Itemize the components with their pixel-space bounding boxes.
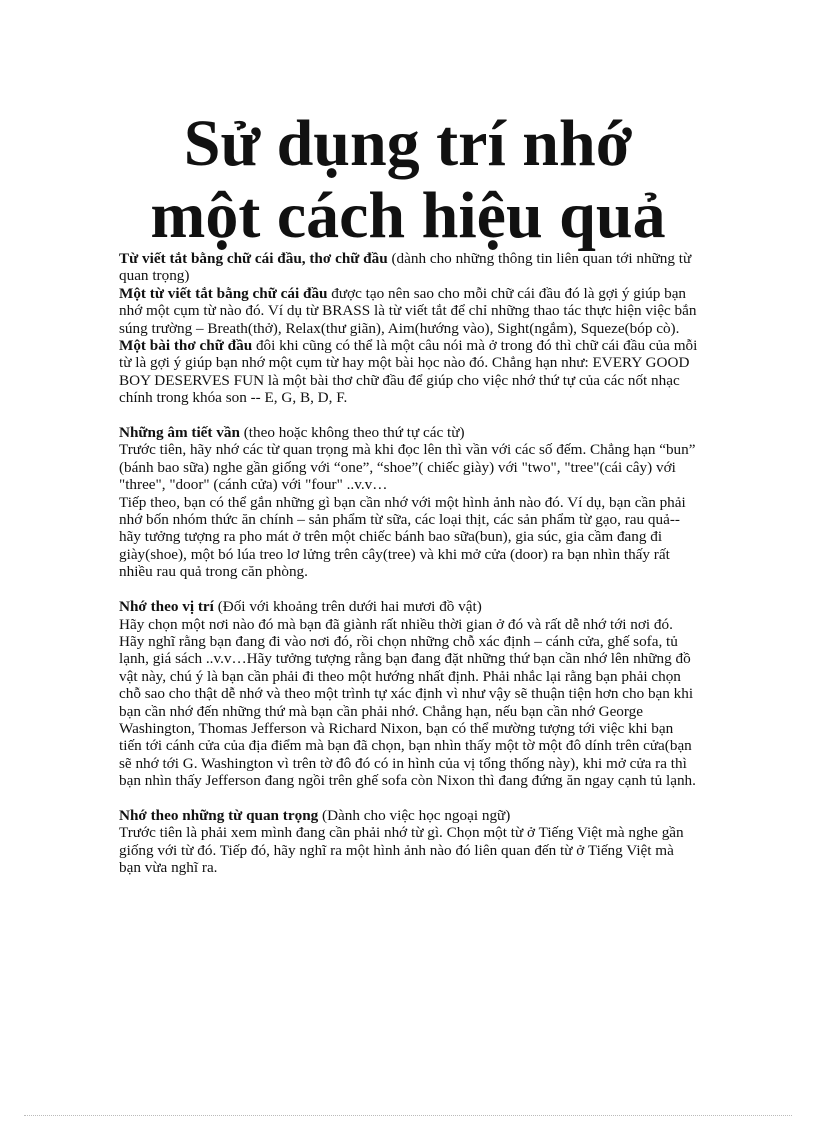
paragraph-location: Hãy chọn một nơi nào đó mà bạn đã giành rất nhiều thời gian ở đó và rất dễ nhớ tới nơi đó. Hãy nghĩ rằng bạn đang đi vào nơi đó, rồi chọn những chỗ xác định – cánh cửa, ghế sofa, tủ lạnh, giá sách ..v.v…Hãy tưởng tượng rằng bạn đang đặt những thứ bạn cần nhớ lên những đồ vật này, chú ý là bạn cần phải đi theo một hướng nhất định. Phải nhắc lại rằng bạn phải chọn chỗ sao cho thật dễ nhớ và theo một trình tự xác định vì như vậy sẽ thuận tiện hơn cho bạn khi bạn cần nhớ đến những thứ mà bạn cần phải nhớ. Chẳng hạn, nếu bạn cần nhớ George Washington, Thomas Jefferson và Richard Nixon, bạn có thể mường tượng tới việc khi bạn tiến tới cánh cửa của địa điểm mà bạn đã chọn, bạn nhìn thấy một tờ một đô dính trên cửa(bạn sẽ nhớ tới G. Washington vì trên tờ đô đó có in hình của vị tổng thống này), khi mở cửa ra thì bạn nhìn thấy Jefferson đang ngồi trên ghế sofa còn Nixon thì đang đứng ăn ngay cạnh tủ lạnh. <box>119 615 696 790</box>
heading-rest: (Đối với khoảng trên dưới hai mươi đồ vật) <box>213 598 482 616</box>
paragraph-bold: Một bài thơ chữ đầu <box>119 337 253 355</box>
section-heading-location <box>119 598 699 615</box>
section-heading-keywords <box>119 807 699 824</box>
heading-rest: (theo hoặc không theo thứ tự các từ) <box>239 424 465 442</box>
document-body <box>119 250 699 877</box>
title-line-1: Sử dụng trí nhớ <box>183 107 633 180</box>
section-heading-acronym <box>119 250 699 285</box>
spacer <box>119 790 699 807</box>
paragraph-keywords: Trước tiên là phải xem mình đang cần phải nhớ từ gì. Chọn một từ ở Tiếng Việt mà nghe gần giống với từ đó. Tiếp đó, hãy nghĩ ra một hình ảnh nào đó liên quan đến từ ở Tiếng Việt mà bạn vừa nghĩ ra. <box>119 824 684 877</box>
spacer <box>119 581 699 598</box>
section-heading-rhyme <box>119 424 699 441</box>
page-title <box>0 108 816 252</box>
paragraph-text: được tạo nên sao cho mỗi chữ cái đầu đó là gợi ý giúp bạn nhớ một cụm từ nào đó. Ví dụ từ BRASS là từ viết tắt để chỉ những thao tác thực hiện việc bắn súng trường – Breath(thở), Relax(thư giãn), Aim(hướng vào), Sight(ngắm), Squeze(bóp cò). <box>119 284 697 337</box>
spacer <box>119 407 699 424</box>
paragraph-acrostic <box>119 337 699 407</box>
title-line-2: một cách hiệu quả <box>150 179 666 252</box>
paragraph-text: đôi khi cũng có thể là một câu nói mà ở trong đó thì chữ cái đầu của mỗi từ là gợi ý giúp bạn nhớ một cụm từ hay một bài học nào đó. Chẳng hạn như: EVERY GOOD BOY DESERVES FUN là một bài thơ chữ đầu để giúp cho việc nhớ thứ tự của các nốt nhạc chính trong khóa son -- E, G, B, D, F. <box>119 337 698 407</box>
heading-bold: Nhớ theo những từ quan trọng <box>119 806 319 824</box>
paragraph-rhyme-2: Tiếp theo, bạn có thể gắn những gì bạn cần nhớ với một hình ảnh nào đó. Ví dụ, bạn cần phải nhớ bốn nhóm thức ăn chính – sản phẩm từ sữa, các loại thịt, các sản phẩm từ gạo, rau quả-- hãy tưởng tượng ra pho mát ở trên một chiếc bánh bao sữa(bun), gia súc, gia cầm đang đi giày(shoe), một bó lúa treo lơ lửng trên cây(tree) và khi mở cửa (door) ra bạn nhìn thấy rất nhiều rau quả trong căn phòng. <box>119 493 686 581</box>
heading-bold: Từ viết tắt bằng chữ cái đầu, thơ chữ đầu <box>119 250 388 267</box>
paragraph-rhyme-1: Trước tiên, hãy nhớ các từ quan trọng mà khi đọc lên thì vần với các số đếm. Chẳng hạn “bun” (bánh bao sữa) nghe gần giống với “one”, “shoe”( chiếc giày) với "two", "tree"(cái cây) với "three", "door" (cánh cửa) với "four" ..v.v… <box>119 441 696 494</box>
paragraph-acronym <box>119 285 699 337</box>
page-bottom-border <box>24 1115 792 1116</box>
heading-rest: (Dành cho việc học ngoại ngữ) <box>318 806 511 824</box>
heading-bold: Những âm tiết vần <box>119 424 240 442</box>
paragraph-bold: Một từ viết tắt bằng chữ cái đầu <box>119 284 328 302</box>
heading-bold: Nhớ theo vị trí <box>119 598 214 616</box>
heading-rest: (dành cho những thông tin liên quan tới những từ quan trọng) <box>119 250 692 285</box>
